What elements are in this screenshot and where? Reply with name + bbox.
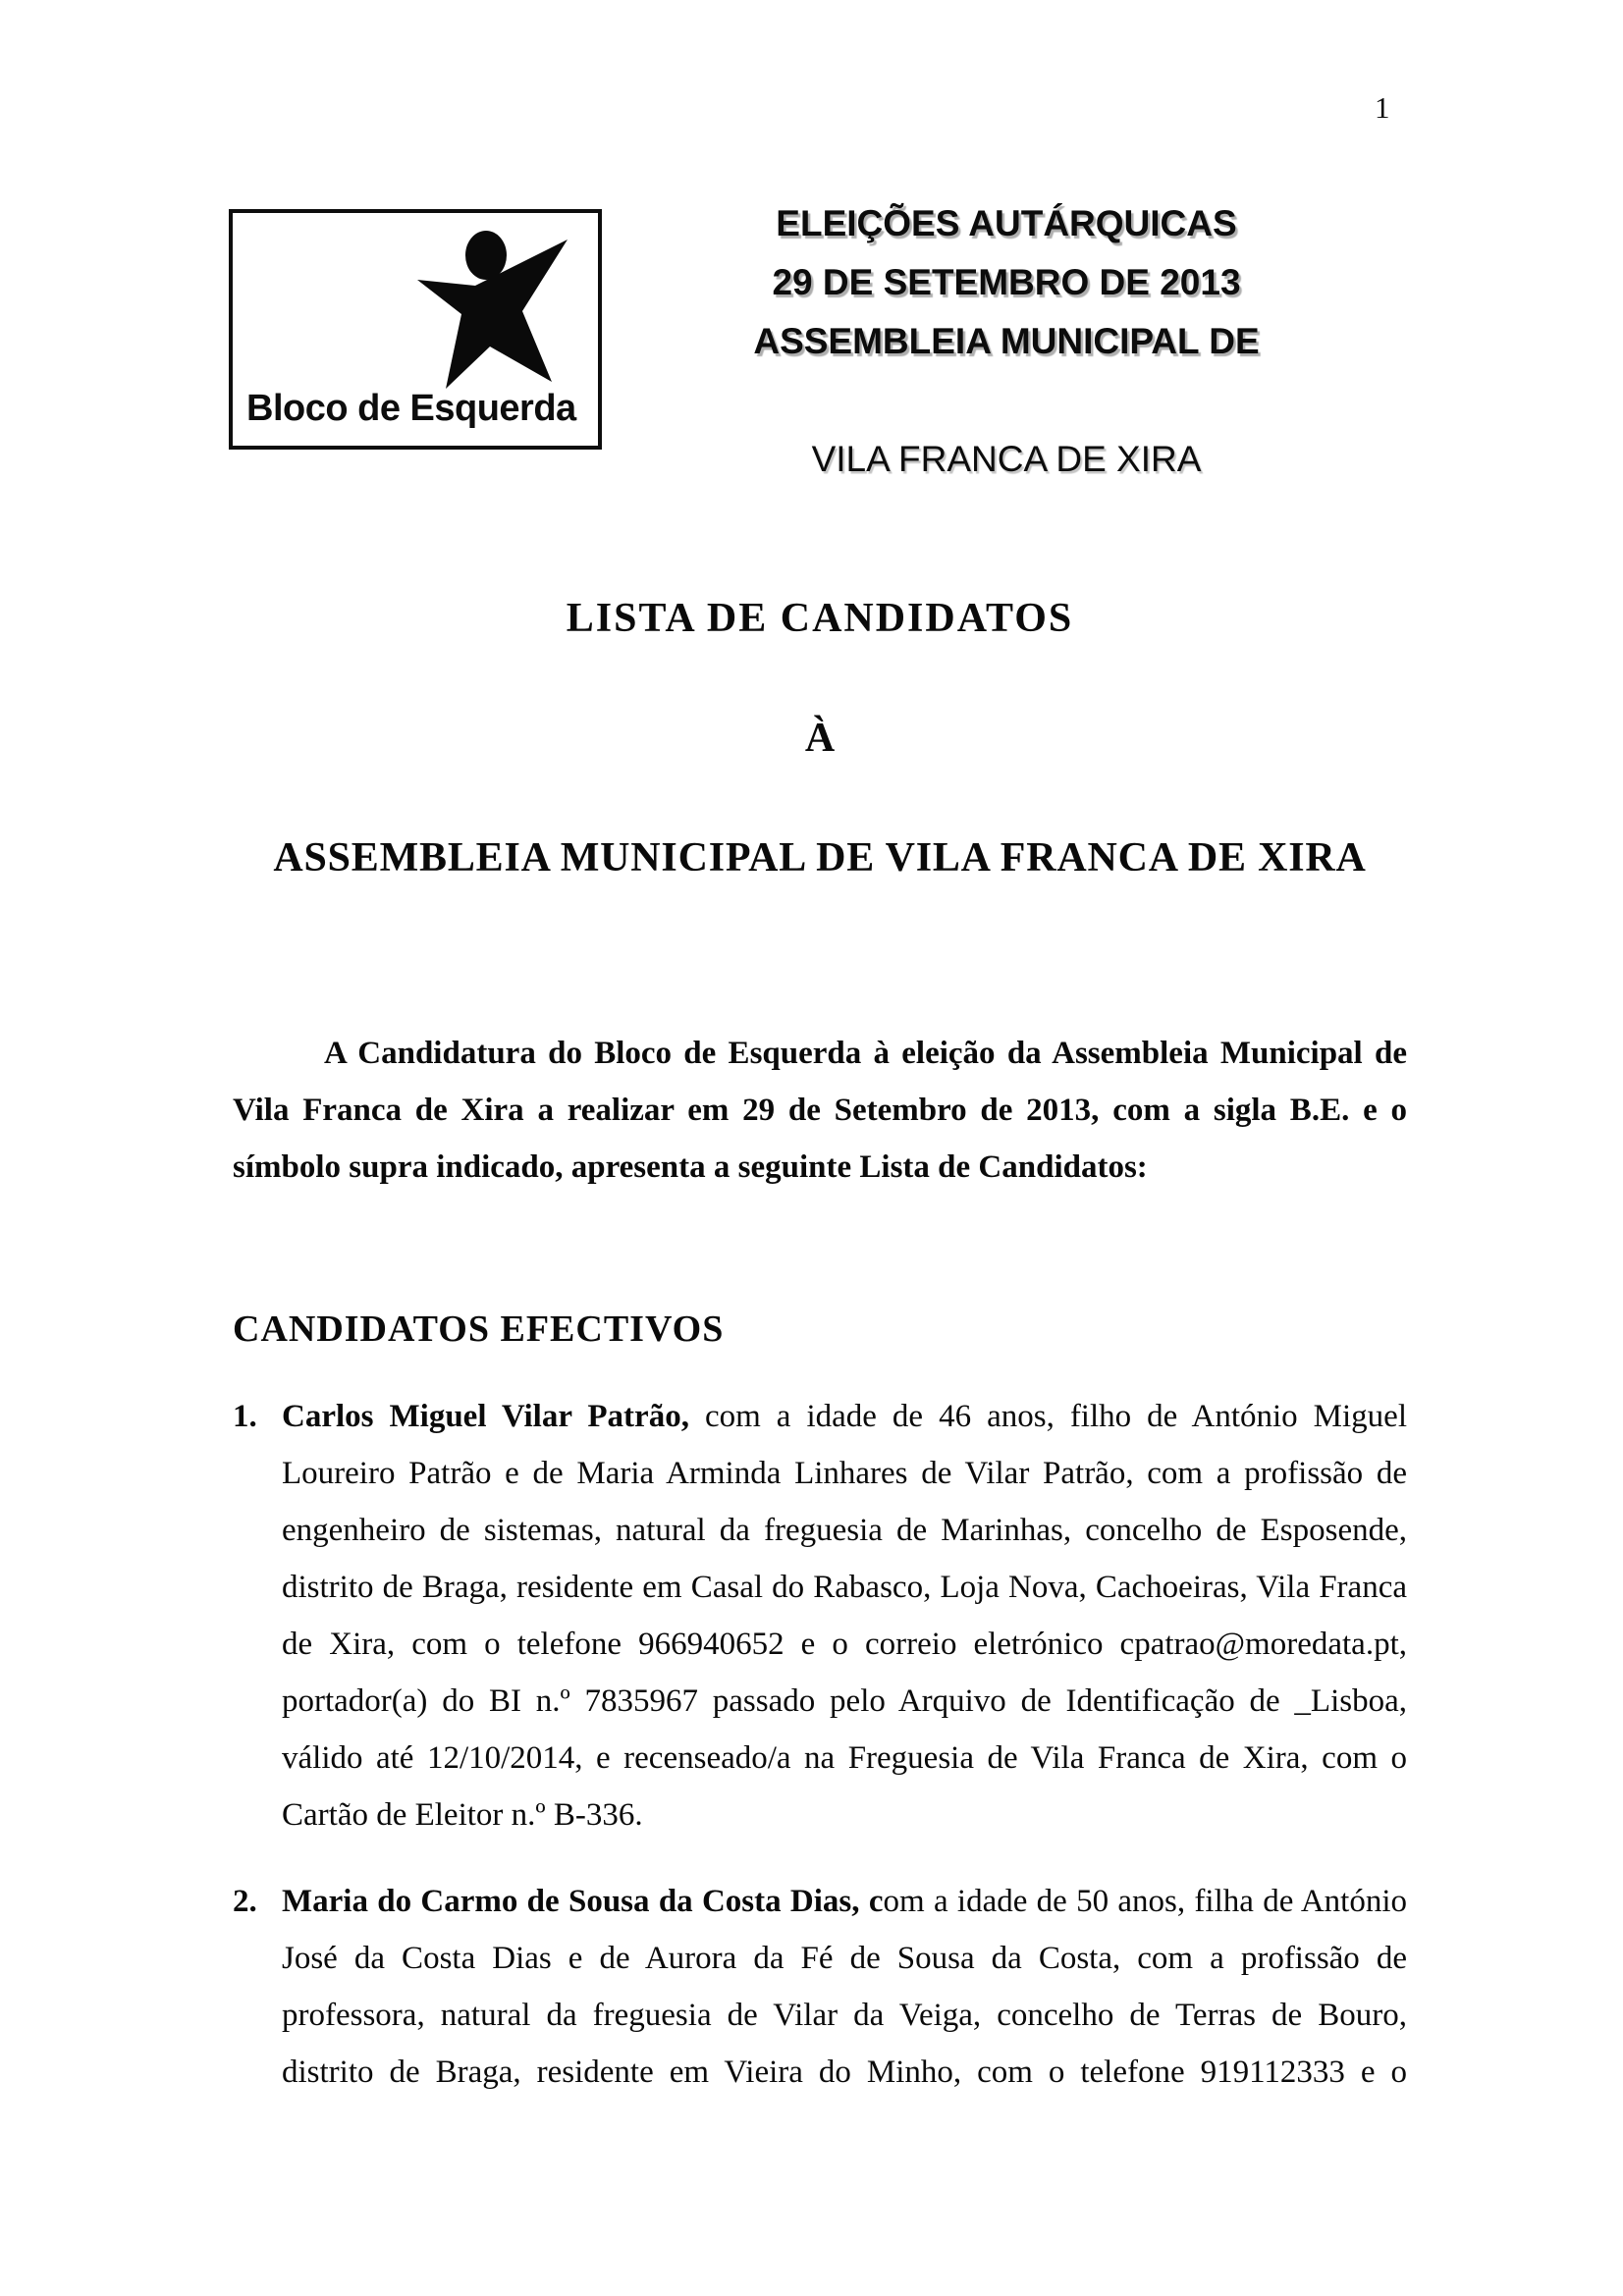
candidate-item-1 [233, 1388, 1407, 1843]
bloco-de-esquerda-logo [229, 209, 602, 450]
document-title-assembly: ASSEMBLEIA MUNICIPAL DE VILA FRANCA DE XIRA [273, 835, 1367, 881]
candidate-text [282, 1388, 1407, 1843]
section-heading-effective-candidates: CANDIDATOS EFECTIVOS [233, 1308, 725, 1350]
candidate-text [282, 1873, 1407, 2101]
header-line-date: 29 DE SETEMBRO DE 2013 [772, 262, 1241, 302]
document-title-preposition: À [804, 716, 836, 761]
header-line-elections: ELEIÇÕES AUTÁRQUICAS [776, 203, 1237, 243]
candidate-name: Carlos Miguel Vilar Patrão, [282, 1399, 689, 1434]
intro-paragraph: A Candidatura do Bloco de Esquerda à eleição da Assembleia Municipal de Vila Franca de Xira a realizar em 29 de Setembro de 2013, com a sigla B.E. e o símbolo supra indicado, apresenta a seguinte Lista de Candidatos: [233, 1036, 1407, 1185]
election-header [744, 194, 1269, 489]
document-title: LISTA DE CANDIDATOS [566, 596, 1074, 641]
header-line-assembly: ASSEMBLEIA MUNICIPAL DE [753, 321, 1260, 361]
header-spacer [744, 371, 1269, 430]
candidate-number: 2. [233, 1884, 257, 1919]
page-number: 1 [1375, 90, 1390, 125]
candidate-number: 1. [233, 1399, 257, 1434]
header-line-municipality: VILA FRANCA DE XIRA [811, 439, 1202, 479]
logo-label: Bloco de Esquerda [246, 388, 576, 429]
candidate-list [233, 1388, 1407, 2101]
candidate-item-2 [233, 1873, 1407, 2101]
candidate-details: com a idade de 46 anos, filho de António Miguel Loureiro Patrão e de Maria Arminda Linhares de Vilar Patrão, com a profissão de engenheiro de sistemas, natural da freguesia de Marinhas, concelho de Esposende, distrito de Braga, residente em Casal do Rabasco, Loja Nova, Cachoeiras, Vila Franca de Xira, com o telefone 966940652 e o correio eletrónico cpatrao@moredata.pt, portador(a) do BI n.º 7835967 passado pelo Arquivo de Identificação de _Lisboa, válido até 12/10/2014, e recenseado/a na Freguesia de Vila Franca de Xira, com o Cartão de Eleitor n.º B-336. [282, 1399, 1407, 1833]
candidate-details: om a idade de 50 anos, filha de António José da Costa Dias e de Aurora da Fé de Sousa da Costa, com a profissão de professora, natural da freguesia de Vilar da Veiga, concelho de Terras de Bouro, distrito de Braga, residente em Vieira do Minho, com o telefone 919112333 e o [282, 1884, 1407, 2090]
candidate-name: Maria do Carmo de Sousa da Costa Dias, c [282, 1884, 884, 1919]
